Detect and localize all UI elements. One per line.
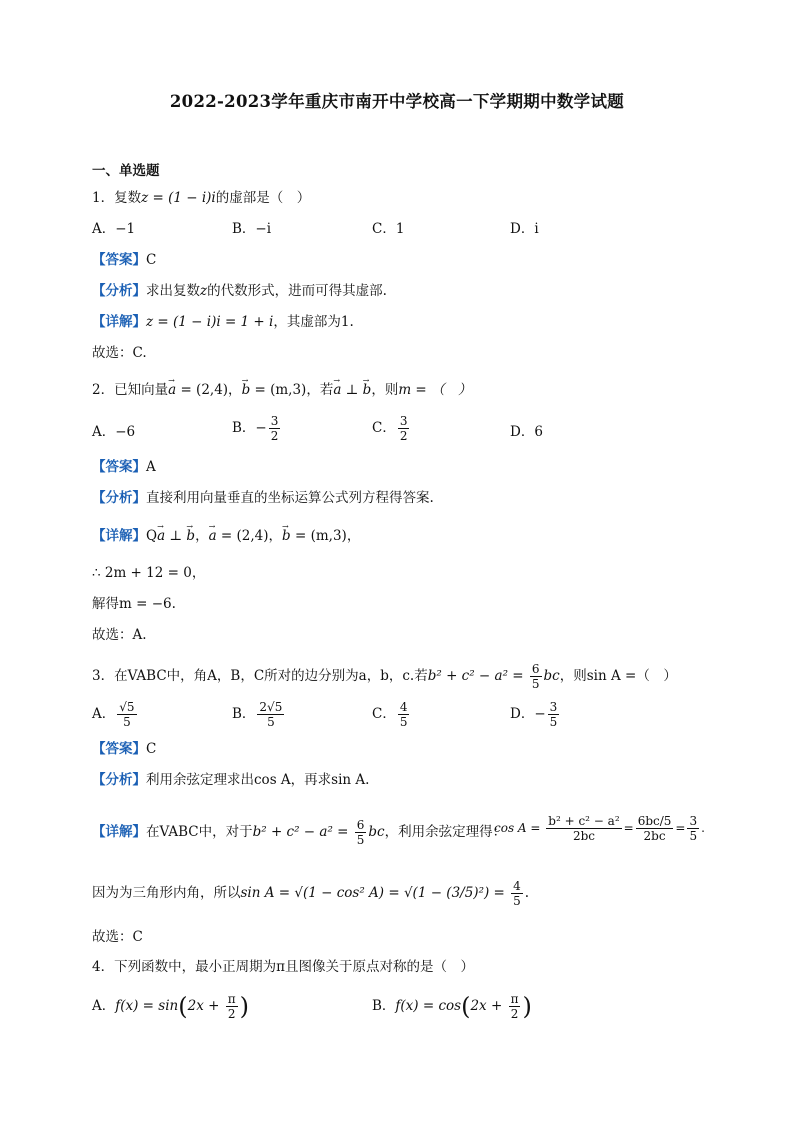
vector-b: → b <box>242 381 251 399</box>
q2-analysis: 【分析】直接利用向量垂直的坐标运算公式列方程得答案. <box>92 490 434 506</box>
q1-answer: 【答案】C <box>92 252 157 268</box>
q3-detail: 【详解】在VABC中，对于b² + c² − a² = $\frac{6}{5}$ bc，利用余弦定理得： <box>92 818 507 847</box>
q1-option-b: B．−i <box>232 221 272 237</box>
q2-option-c: C． $\frac{3}{2}$ <box>372 414 408 443</box>
q3-option-a: A． $\frac{√5}{5}$ <box>92 700 135 729</box>
q1-stem: 1．复数z = (1 − i)i的虚部是（ ） <box>92 190 311 206</box>
q3-cosine-formula: cos A = $\frac{\text{b² + c² − a²}}{2bc}$ = $\frac{6bc/5}{2bc}$ = $\frac{3}{5}$ . <box>494 814 705 843</box>
q3-stem: 3．在VABC中，角A，B，C所对的边分别为a，b，c.若b² + c² − a² = $\frac{6}{5}$ bc，则sin A =（ ） <box>92 662 677 691</box>
q1-option-d: D．i <box>510 221 539 237</box>
q4-option-b: B．f(x) = cos(2x + $\frac{\pi}{2}$ ) <box>372 992 532 1021</box>
q1-option-c: C．1 <box>372 221 405 237</box>
q3-conclusion: 故选：C <box>92 929 143 945</box>
q2-option-d: D．6 <box>510 424 543 440</box>
analysis-label: 【分析】 <box>92 283 146 299</box>
q2-stem: 2．已知向量→ a = (2,4)，→ b = (m,3)，若→ a ⊥ → b，则m = （ ） <box>92 381 472 399</box>
q2-step1: ∴ 2m + 12 = 0， <box>92 565 206 581</box>
q3-option-b: B． $\frac{2√5}{5}$ <box>232 700 283 729</box>
q3-analysis: 【分析】利用余弦定理求出cos A，再求sin A. <box>92 772 370 788</box>
q1-conclusion: 故选：C. <box>92 345 147 361</box>
q4-stem: 4．下列函数中，最小正周期为π且图像关于原点对称的是（ ） <box>92 959 474 975</box>
section-heading: 一、单选题 <box>92 163 160 179</box>
page-title: 2022-2023学年重庆市南开中学校高一下学期期中数学试题 <box>169 92 625 111</box>
q2-answer: 【答案】A <box>92 459 156 475</box>
q2-step2: 解得m = −6. <box>92 596 176 612</box>
q3-sin-line: 因为为三角形内角，所以sin A = √(1 − cos² A) = √(1 − (3/5)²) = $\frac{4}{5}$ . <box>92 879 530 908</box>
q1-math: z = (1 − i)i <box>141 190 216 206</box>
q3-answer: 【答案】C <box>92 741 157 757</box>
vector-a: → a <box>168 381 176 399</box>
q2-detail: 【详解】Q→ a ⊥ → b，→ a = (2,4)，→ b = (m,3)， <box>92 527 360 545</box>
q2-conclusion: 故选：A. <box>92 627 147 643</box>
q3-option-d: D．− $\frac{3}{5}$ <box>510 700 558 729</box>
q2-option-a: A．−6 <box>92 424 136 440</box>
detail-label: 【详解】 <box>92 314 146 330</box>
q2-option-b: B．− $\frac{3}{2}$ <box>232 414 279 443</box>
q1-option-a: A．−1 <box>92 221 136 237</box>
q1-detail: 【详解】z = (1 − i)i = 1 + i，其虚部为1. <box>92 314 354 330</box>
answer-label: 【答案】 <box>92 252 146 268</box>
q3-option-c: C． $\frac{4}{5}$ <box>372 700 408 729</box>
q1-analysis: 【分析】求出复数z的代数形式，进而可得其虚部. <box>92 283 387 299</box>
q4-option-a: A．f(x) = sin(2x + $\frac{\pi}{2}$ ) <box>92 992 249 1021</box>
